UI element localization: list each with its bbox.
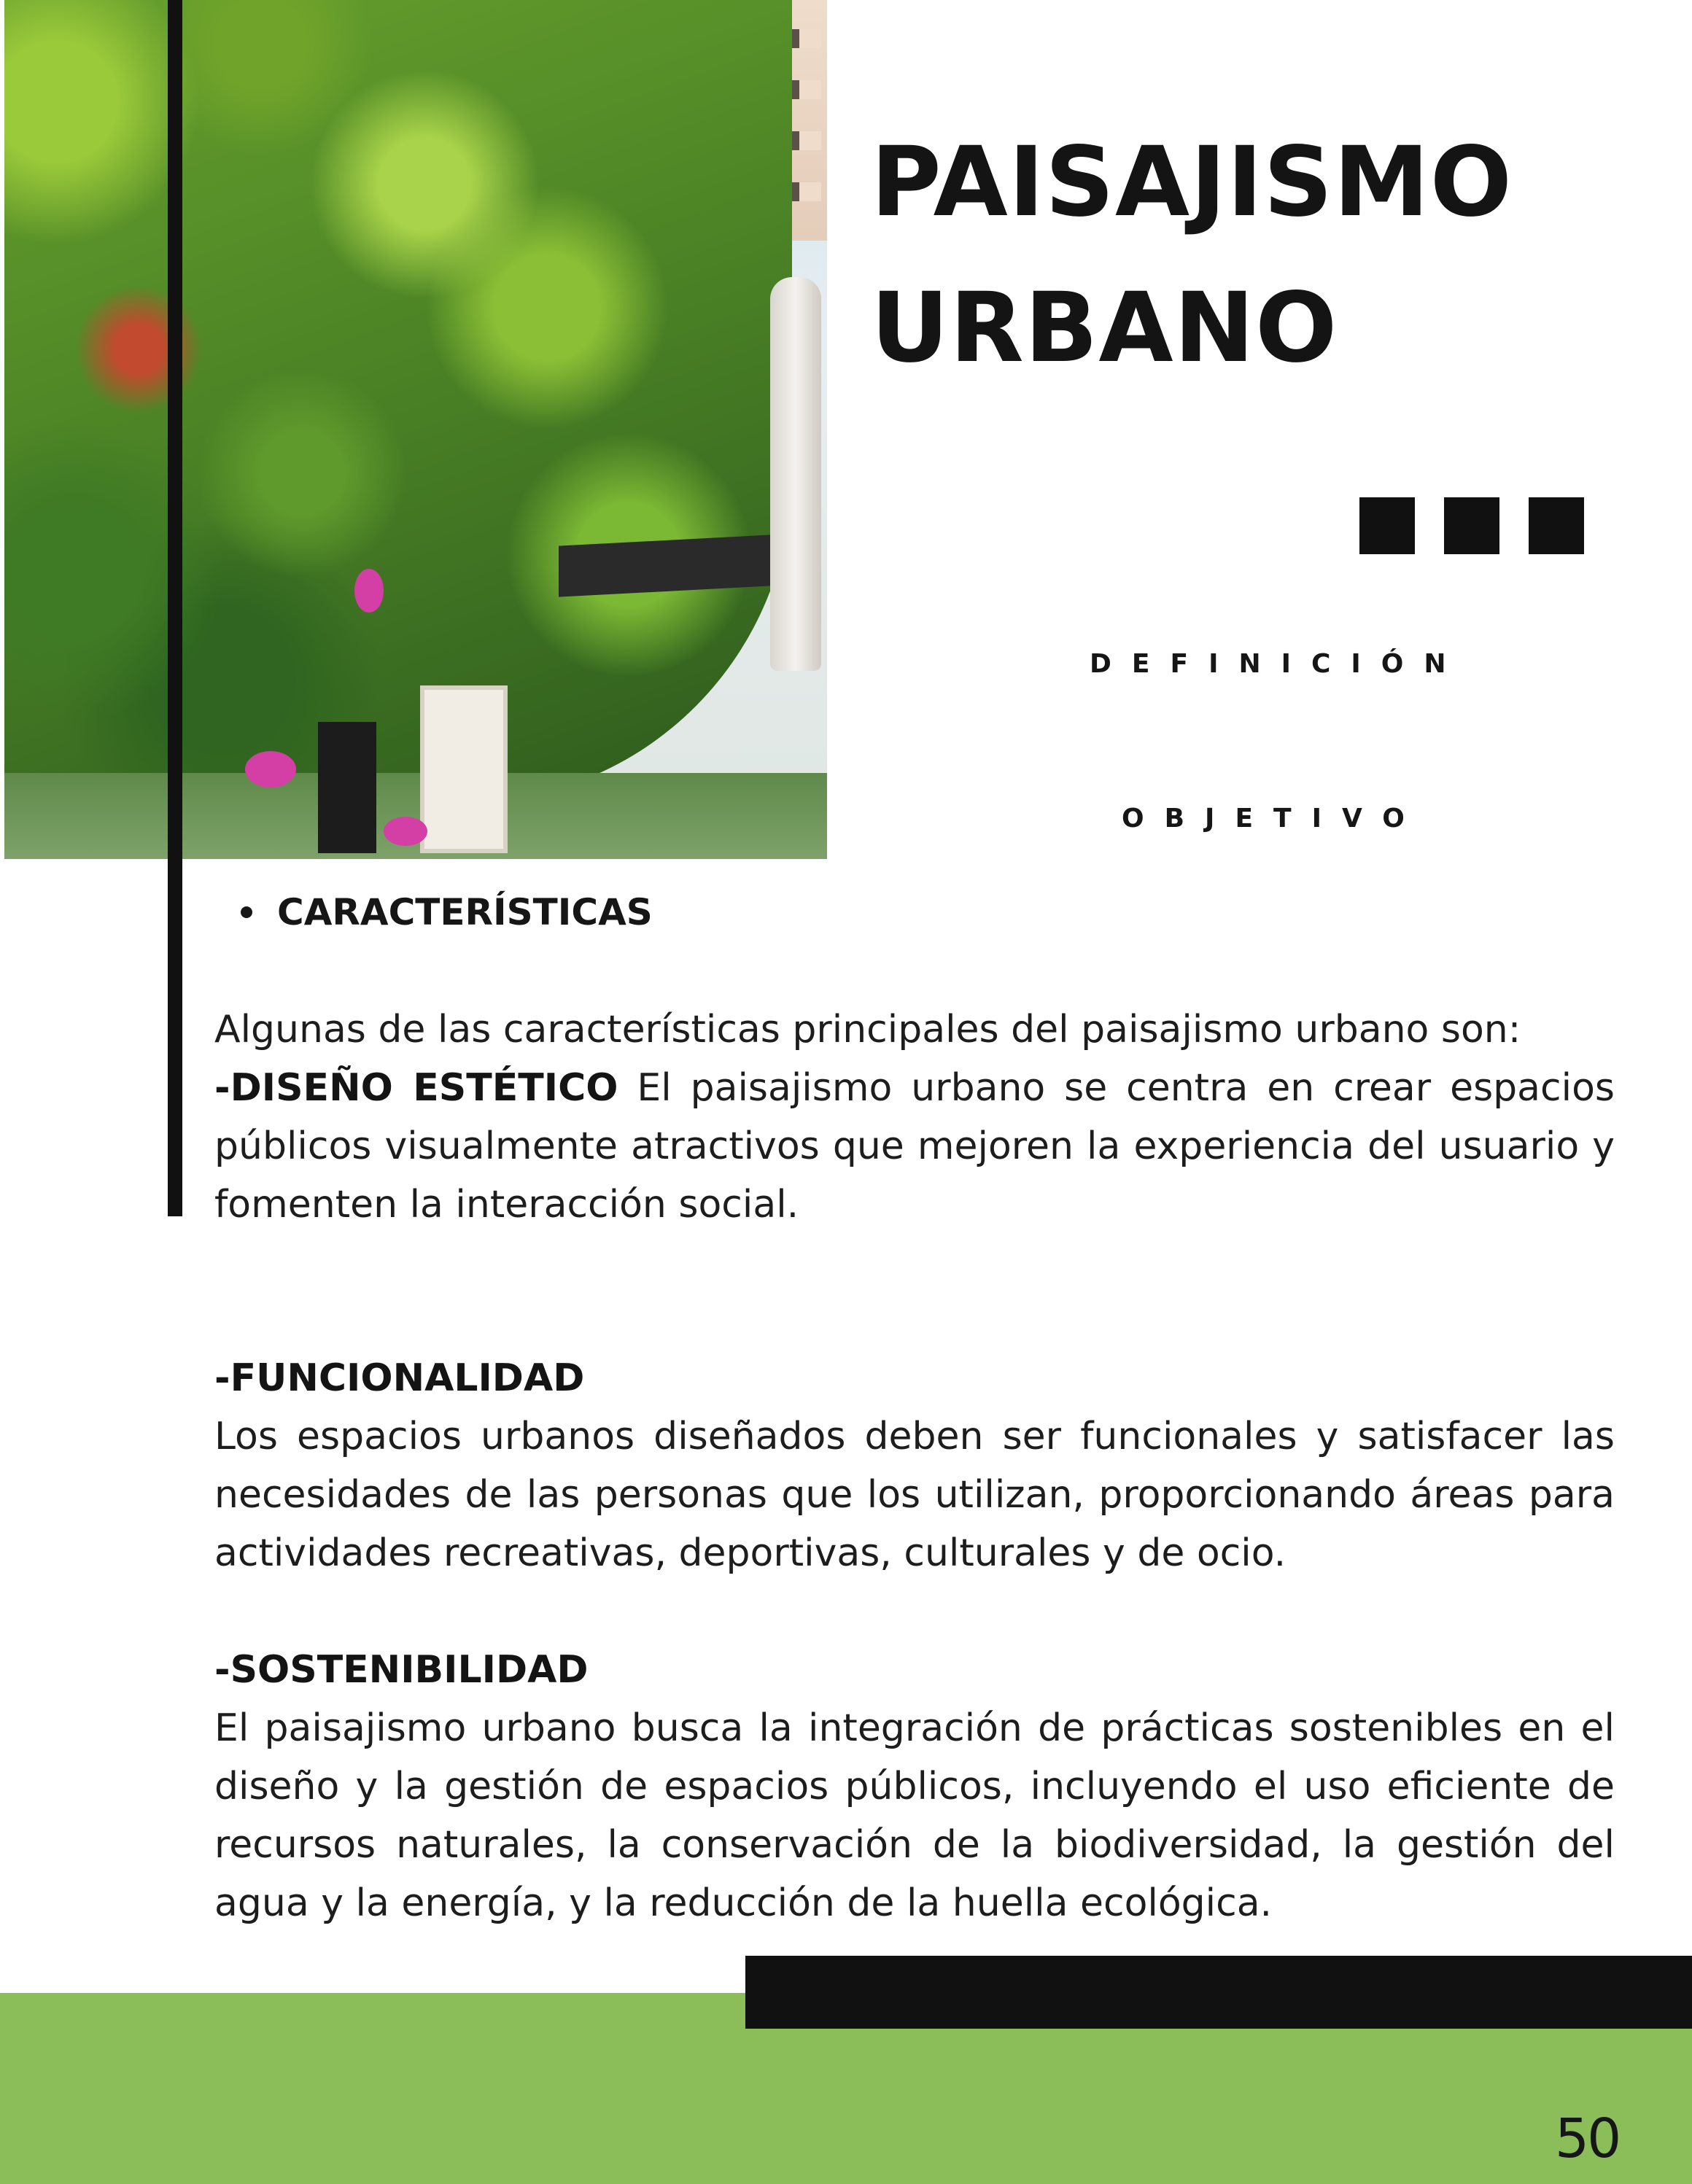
section-definicion: DEFINICIÓN [1090, 649, 1467, 679]
photo-green-wall [4, 0, 792, 802]
sostenibilidad-text: El paisajismo urbano busca la integración de prácticas sostenibles en el diseño y la gestión de espacios públicos, incluyendo el uso eficiente de recursos naturales, la conservación de la biodiversidad, la gestión del agua y la energía, y la reducción de la huella ecológica. [214, 1706, 1615, 1925]
page-number: 50 [1555, 2107, 1620, 2170]
characteristics-intro-block [214, 1000, 1615, 1234]
sostenibilidad-block [214, 1641, 1615, 1932]
diseno-text: El paisajismo urbano se centra en crear espacios públicos visualmente atractivos que mejoren la experiencia del usuario y fomenten la interacción social. [214, 1066, 1615, 1227]
square-3 [1529, 497, 1584, 554]
photo-umbrella [770, 277, 821, 671]
photo-flower [245, 751, 296, 788]
vertical-divider-line [168, 0, 182, 1216]
photo-ground [4, 773, 827, 859]
funcionalidad-block [214, 1349, 1615, 1582]
diseno-heading: -DISEÑO ESTÉTICO [214, 1066, 618, 1110]
photo-flower [354, 569, 384, 613]
decorative-squares [1359, 497, 1584, 554]
square-2 [1444, 497, 1499, 554]
bullet-label: CARACTERÍSTICAS [277, 891, 653, 933]
section-objetivo: OBJETIVO [1122, 804, 1425, 833]
bullet-dot-icon [241, 906, 252, 918]
title-line-1: PAISAJISMO [871, 126, 1513, 238]
intro-text: Algunas de las características principales del paisajismo urbano son: [214, 1008, 1521, 1052]
photo-menu-board [318, 722, 376, 853]
square-1 [1359, 497, 1415, 554]
funcionalidad-text: Los espacios urbanos diseñados deben ser funcionales y satisfacer las necesidades de las personas que los utilizan, proporcionando áreas para actividades recreativas, deportivas, culturales y de ocio. [214, 1415, 1615, 1575]
photo-sign [420, 685, 508, 853]
sostenibilidad-heading: -SOSTENIBILIDAD [214, 1648, 589, 1692]
footer-black-bar [745, 1956, 1692, 2029]
vertical-garden-photo [4, 0, 827, 859]
photo-flower [384, 817, 427, 846]
bullet-caracteristicas [241, 891, 653, 933]
funcionalidad-heading: -FUNCIONALIDAD [214, 1356, 585, 1400]
page-title [871, 109, 1658, 401]
title-line-2: URBANO [871, 272, 1338, 384]
